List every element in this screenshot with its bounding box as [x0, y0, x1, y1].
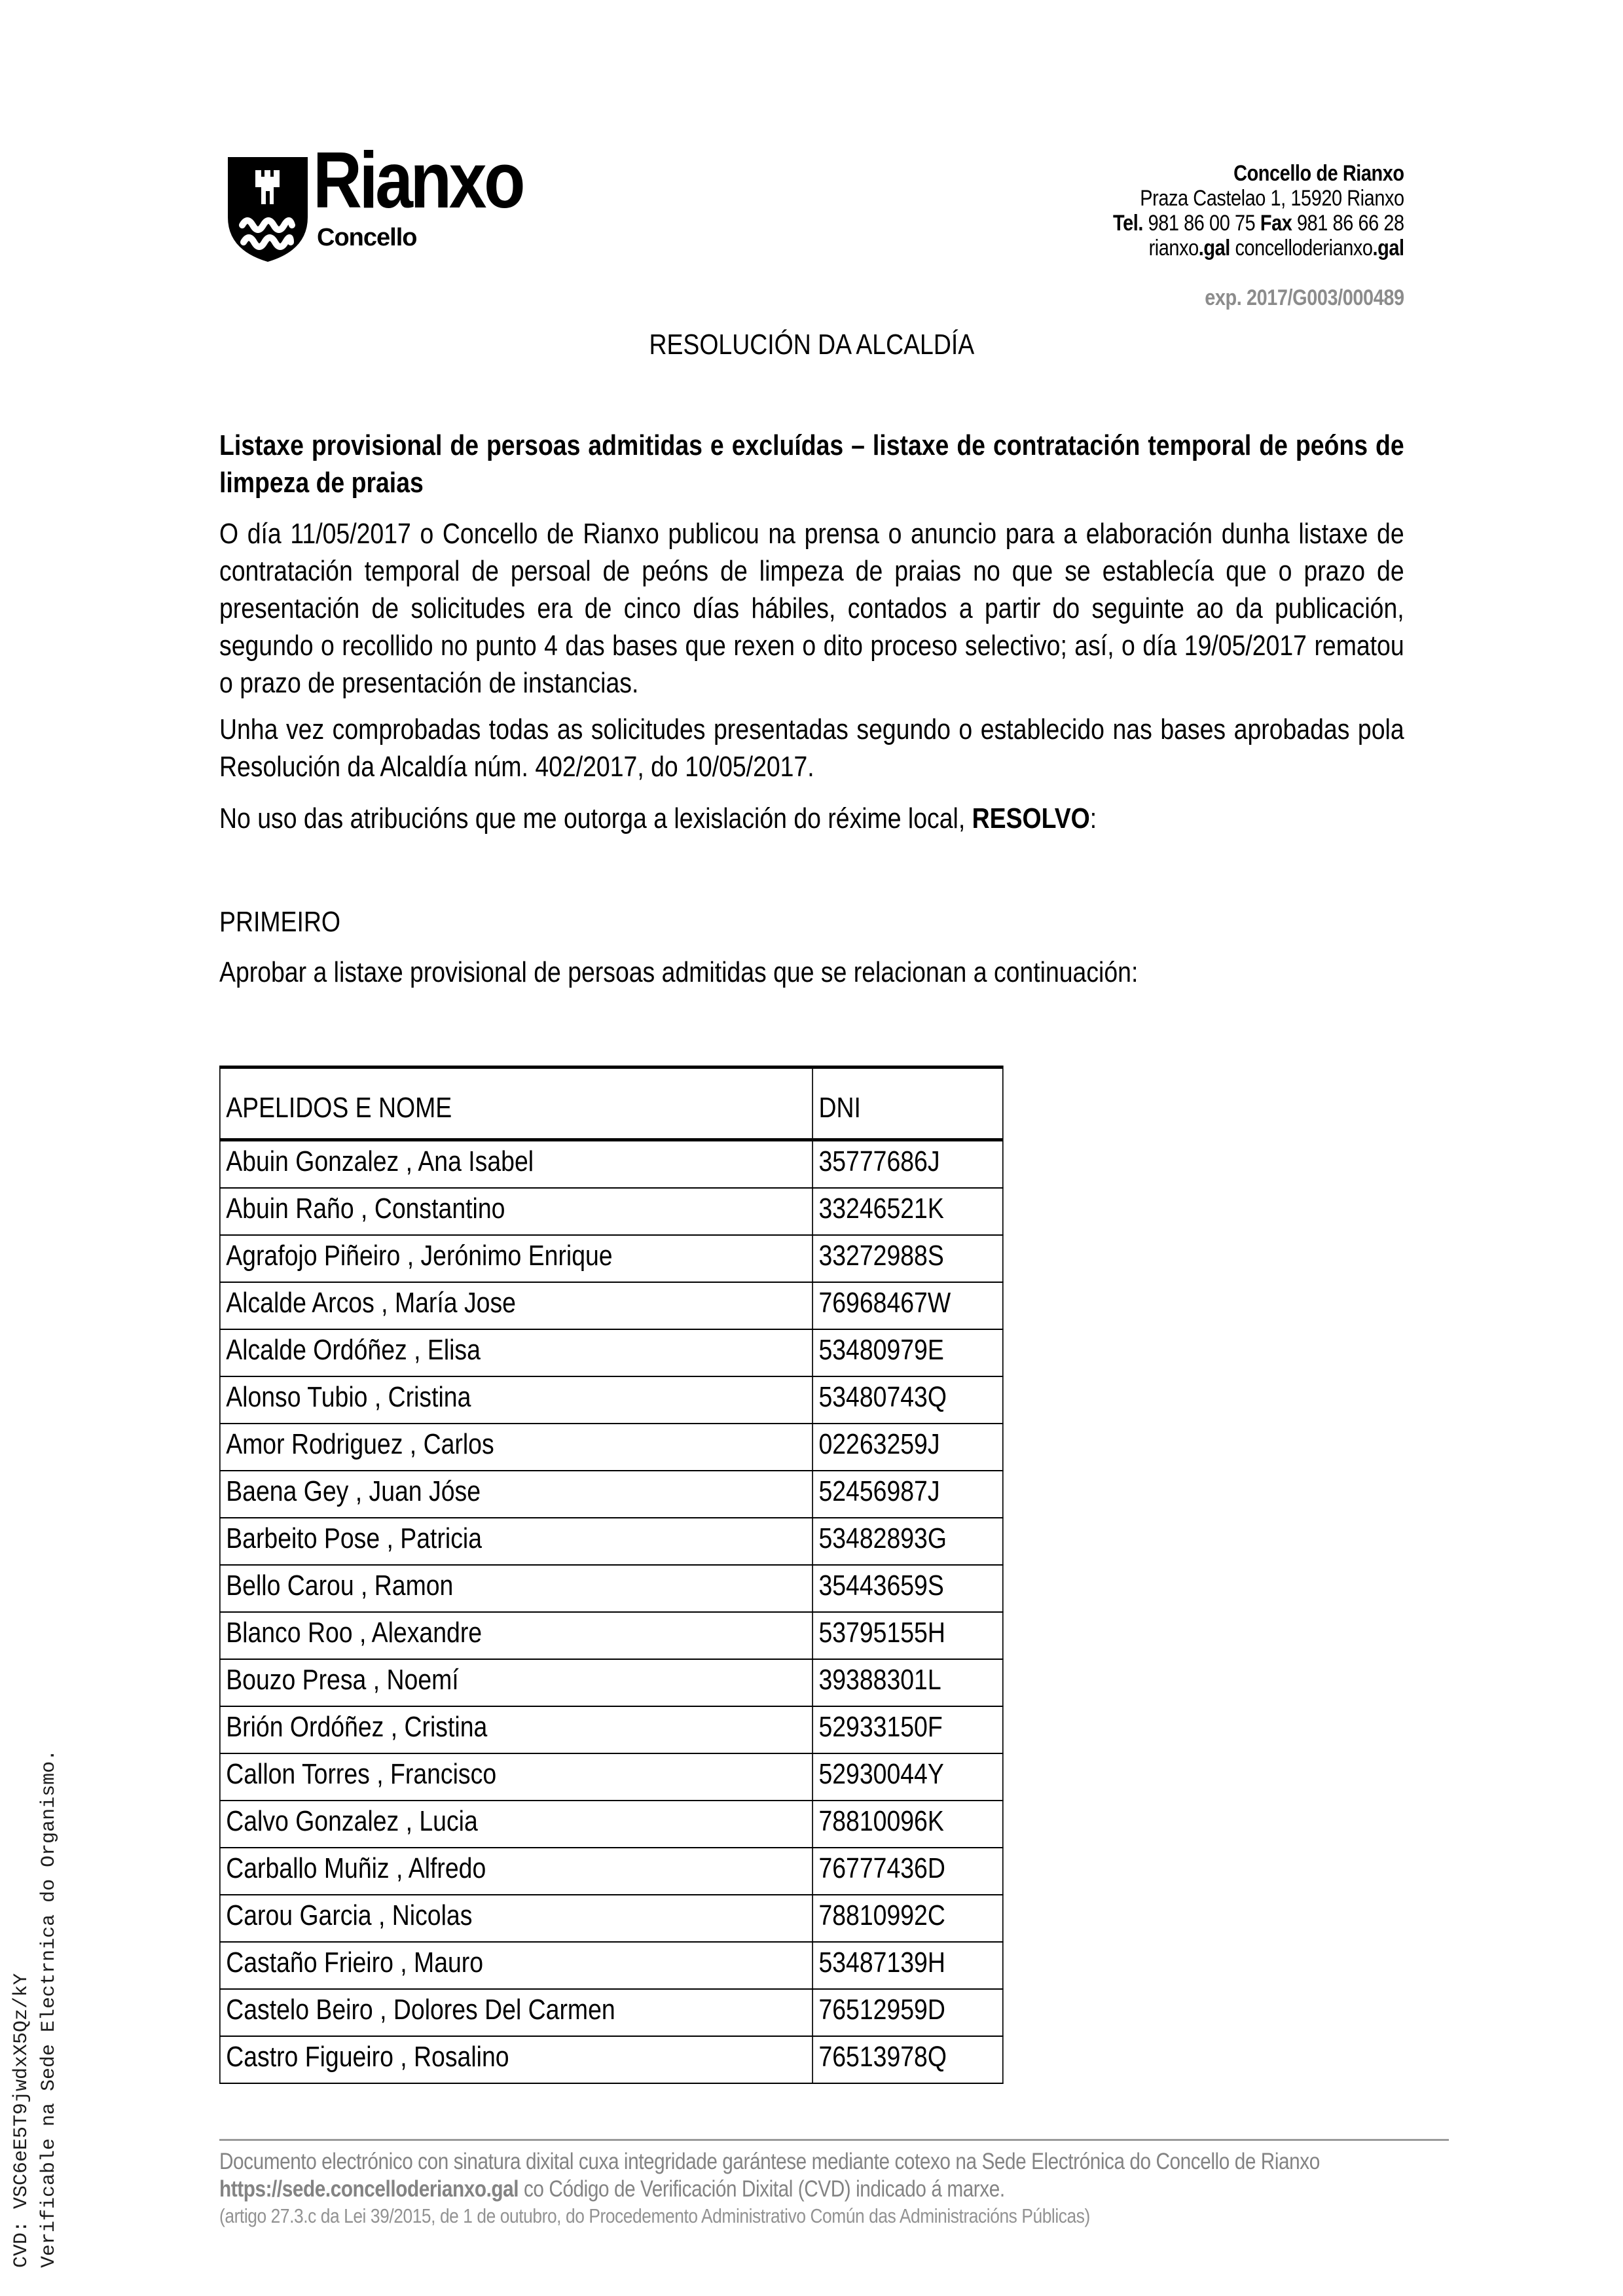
admitted-persons-table: [219, 1066, 1002, 2084]
table-row: [220, 2036, 1003, 2083]
table-row: [220, 1376, 1003, 1424]
footer-line-2: https://sede.concelloderianxo.gal co Código de Verificación Dixital (CVD) indicado á marxe.: [219, 2176, 1005, 2202]
table-row: [220, 1753, 1003, 1801]
cell-dni: 76968467W: [812, 1282, 1003, 1329]
expedient-number: exp. 2017/G003/000489: [1205, 285, 1404, 310]
table-row: [220, 1235, 1003, 1282]
cell-dni: 76512959D: [812, 1989, 1003, 2036]
cell-dni: 39388301L: [812, 1659, 1003, 1706]
cell-dni: 76777436D: [812, 1848, 1003, 1895]
table-row: [220, 1471, 1003, 1518]
header-apelidos-e-nome: APELIDOS E NOME: [220, 1067, 812, 1140]
header-dni: DNI: [812, 1067, 1003, 1140]
table-row: [220, 1612, 1003, 1659]
paragraph-3: No uso das atribucións que me outorga a lexislación do réxime local, RESOLVO:: [219, 802, 1097, 834]
footer-line-3: (artigo 27.3.c da Lei 39/2015, de 1 de outubro, do Procedemento Administrativo Común das Administracións Públicas): [219, 2204, 1090, 2227]
table-row: [220, 1659, 1003, 1706]
cell-apelidos-e-nome: Abuin Gonzalez , Ana Isabel: [220, 1140, 812, 1189]
cvd-code-vertical-text: CVD: VSC6eE5T9jwdxX5Qz/kY: [10, 1973, 33, 2268]
cell-apelidos-e-nome: Bello Carou , Ramon: [220, 1565, 812, 1612]
cell-apelidos-e-nome: Bouzo Presa , Noemí: [220, 1659, 812, 1706]
section-intro: Aprobar a listaxe provisional de persoas admitidas que se relacionan a continuación:: [219, 956, 1139, 988]
logo-subtitle: Concello: [317, 224, 417, 251]
cell-dni: 53795155H: [812, 1612, 1003, 1659]
contact-address: Praza Castelao 1, 15920 Rianxo: [1140, 186, 1404, 211]
cell-apelidos-e-nome: Abuin Raño , Constantino: [220, 1188, 812, 1235]
cell-apelidos-e-nome: Brión Ordóñez , Cristina: [220, 1706, 812, 1753]
cell-apelidos-e-nome: Alcalde Arcos , María Jose: [220, 1282, 812, 1329]
table-row: [220, 1424, 1003, 1471]
cell-dni: 35443659S: [812, 1565, 1003, 1612]
cell-dni: 78810096K: [812, 1801, 1003, 1848]
document-title: RESOLUCIÓN DA ALCALDÍA: [649, 329, 975, 361]
paragraph-2: Unha vez comprobadas todas as solicitudes presentadas segundo o establecido nas bases aprobadas pola Resolución da Alcaldía núm. 402/2017, do 10/05/2017.: [219, 713, 1404, 783]
cell-dni: 76513978Q: [812, 2036, 1003, 2083]
contact-phone: Tel. 981 86 00 75 Fax 981 86 66 28: [1113, 211, 1404, 236]
cell-apelidos-e-nome: Alcalde Ordóñez , Elisa: [220, 1329, 812, 1376]
cell-dni: 52933150F: [812, 1706, 1003, 1753]
cell-apelidos-e-nome: Alonso Tubio , Cristina: [220, 1376, 812, 1424]
cell-apelidos-e-nome: Castaño Frieiro , Mauro: [220, 1942, 812, 1989]
cell-apelidos-e-nome: Amor Rodriguez , Carlos: [220, 1424, 812, 1471]
cell-apelidos-e-nome: Baena Gey , Juan Jóse: [220, 1471, 812, 1518]
cell-dni: 53480743Q: [812, 1376, 1003, 1424]
table-row: [220, 1329, 1003, 1376]
cell-apelidos-e-nome: Calvo Gonzalez , Lucia: [220, 1801, 812, 1848]
cell-dni: 35777686J: [812, 1140, 1003, 1189]
cell-dni: 52930044Y: [812, 1753, 1003, 1801]
table-row: [220, 1942, 1003, 1989]
cell-apelidos-e-nome: Castro Figueiro , Rosalino: [220, 2036, 812, 2083]
table-row: [220, 1989, 1003, 2036]
footer-divider: [219, 2139, 1449, 2141]
cell-dni: 52456987J: [812, 1471, 1003, 1518]
table-row: [220, 1565, 1003, 1612]
cell-apelidos-e-nome: Carou Garcia , Nicolas: [220, 1895, 812, 1942]
table-row: [220, 1801, 1003, 1848]
table-row: [220, 1848, 1003, 1895]
table-header-row: [220, 1067, 1003, 1140]
verification-vertical-text: Verificable na Sede Electrnica do Organismo.: [38, 1749, 60, 2268]
contact-org-name: Concello de Rianxo: [1233, 161, 1404, 186]
table-row: [220, 1282, 1003, 1329]
cell-dni: 33272988S: [812, 1235, 1003, 1282]
cell-apelidos-e-nome: Barbeito Pose , Patricia: [220, 1518, 812, 1565]
cell-dni: 53487139H: [812, 1942, 1003, 1989]
table-row: [220, 1188, 1003, 1235]
table-row: [220, 1706, 1003, 1753]
cell-apelidos-e-nome: Agrafojo Piñeiro , Jerónimo Enrique: [220, 1235, 812, 1282]
table-row: [220, 1140, 1003, 1189]
table-row: [220, 1518, 1003, 1565]
logo-wordmark: Rianxo: [313, 135, 523, 224]
paragraph-1: O día 11/05/2017 o Concello de Rianxo publicou na prensa o anuncio para a elaboración dunha listaxe de contratación temporal de persoal de peóns de limpeza de praias no que se establecía que o prazo de presentación de solicitudes era de cinco días hábiles, contados a partir do seguinte ao da publicación, segundo o recollido no punto 4 das bases que rexen o dito proceso selectivo; así, o día 19/05/2017 rematou o prazo de presentación de instancias.: [219, 518, 1404, 699]
cell-dni: 78810992C: [812, 1895, 1003, 1942]
cell-apelidos-e-nome: Blanco Roo , Alexandre: [220, 1612, 812, 1659]
section-label-primeiro: PRIMEIRO: [219, 906, 340, 938]
footer-line-1: Documento electrónico con sinatura dixital cuxa integridade garántese mediante cotexo na Sede Electrónica do Concello de Rianxo: [219, 2149, 1320, 2174]
cell-dni: 33246521K: [812, 1188, 1003, 1235]
table-row: [220, 1895, 1003, 1942]
cell-apelidos-e-nome: Castelo Beiro , Dolores Del Carmen: [220, 1989, 812, 2036]
contact-block: [219, 161, 1404, 260]
footer-text: [219, 2148, 1450, 2229]
cell-apelidos-e-nome: Carballo Muñiz , Alfredo: [220, 1848, 812, 1895]
contact-web: rianxo.gal concelloderianxo.gal: [1148, 236, 1404, 260]
cell-dni: 53480979E: [812, 1329, 1003, 1376]
cell-dni: 02263259J: [812, 1424, 1003, 1471]
cell-apelidos-e-nome: Callon Torres , Francisco: [220, 1753, 812, 1801]
cell-dni: 53482893G: [812, 1518, 1003, 1565]
document-heading: Listaxe provisional de persoas admitidas e excluídas – listaxe de contratación temporal de peóns de limpeza de praias: [219, 429, 1404, 499]
